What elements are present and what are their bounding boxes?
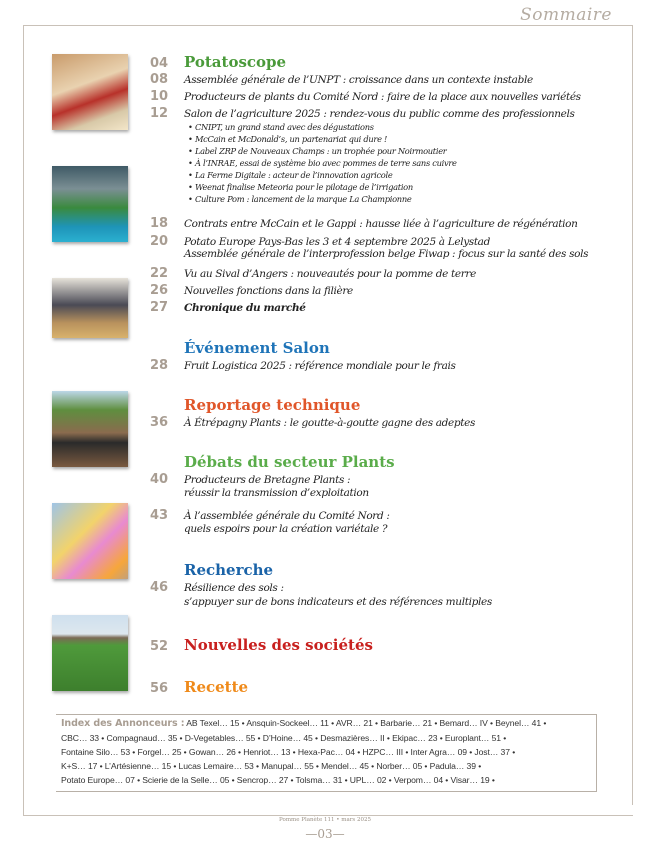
photo-salon-tasting — [52, 54, 128, 130]
page-number: 28 — [150, 358, 169, 373]
page-number: 08 — [150, 72, 169, 87]
sub-item[interactable]: • Weenat finalise Meteoria pour le pilotage de l’irrigation — [188, 182, 413, 192]
page-number: 56 — [150, 681, 169, 696]
article-title: Producteurs de Bretagne Plants : — [184, 474, 351, 486]
toc-entry[interactable] — [150, 580, 284, 595]
index-title: Index des Annonceurs : — [61, 718, 185, 729]
frame-border — [23, 25, 633, 26]
toc-section-reportage[interactable] — [150, 396, 360, 414]
sub-item[interactable]: • Label ZRP de Nouveaux Champs : un trophée pour Noirmoutier — [188, 146, 446, 156]
toc-section-debats[interactable] — [150, 453, 395, 471]
page-title: Sommaire — [520, 5, 612, 25]
toc-entry[interactable] — [150, 283, 353, 298]
page-number: 27 — [150, 300, 169, 315]
article-title[interactable]: s’appuyer sur de bons indicateurs et des références multiples — [184, 596, 492, 608]
toc-entry[interactable] — [150, 300, 306, 315]
frame-border — [23, 25, 24, 815]
index-line — [61, 718, 546, 729]
article-title: À Étrépagny Plants : le goutte-à-goutte gagne des adeptes — [184, 417, 476, 429]
toc-entry[interactable] — [150, 89, 581, 104]
article-title: Producteurs de plants du Comité Nord : faire de la place aux nouvelles variétés — [184, 91, 581, 103]
page-number: 10 — [150, 89, 169, 104]
index-line: CBC… 33 • Compagnaud… 35 • D-Vegetables… 55 • D’Hoine… 45 • Desmazières… II • Ekipac… 23 • Europlant… 51 • — [61, 733, 507, 743]
toc-section-nouvelles[interactable] — [150, 636, 373, 654]
article-title: Fruit Logistica 2025 : référence mondiale pour le frais — [184, 360, 456, 372]
photo-salon-machinery — [52, 166, 128, 242]
article-title: Salon de l’agriculture 2025 : rendez-vous du public comme des professionnels — [184, 108, 575, 120]
section-title: Débats du secteur Plants — [184, 453, 395, 471]
toc-entry[interactable] — [150, 216, 578, 231]
sub-item[interactable]: • Culture Pom : lancement de la marque La Championne — [188, 194, 411, 204]
page-number: 52 — [150, 639, 169, 654]
page-number: 04 — [150, 56, 169, 71]
photo-varietal-creation — [52, 503, 128, 579]
index-entries: AB Texel… 15 • Ansquin-Sockeel… 11 • AVR… 21 • Barbarie… 21 • Bemard… IV • Beynel… 41 • — [186, 718, 547, 728]
index-line: K+S… 17 • L’Artésienne… 15 • Lucas Lemaire… 53 • Manupal… 55 • Mendel… 45 • Norber… 05 • Padula… 39 • — [61, 761, 482, 771]
article-title: Vu au Sival d’Angers : nouveautés pour la pomme de terre — [184, 268, 476, 280]
toc-entry[interactable] — [150, 72, 533, 87]
article-title[interactable]: réussir la transmission d’exploitation — [184, 487, 369, 499]
article-title: Potato Europe Pays-Bas les 3 et 4 septembre 2025 à Lelystad — [184, 236, 490, 248]
page-number-footer: —03— — [305, 827, 345, 841]
section-title: Événement Salon — [184, 339, 330, 357]
article-title[interactable]: Assemblée générale de l’interprofession belge Fiwap : focus sur la santé des sols — [184, 248, 589, 260]
section-title: Potatoscope — [184, 53, 287, 71]
photo-drip-irrigation — [52, 391, 128, 467]
section-title: Nouvelles des sociétés — [184, 636, 373, 654]
page-number: 43 — [150, 508, 169, 523]
toc-entry[interactable] — [150, 358, 456, 373]
section-title: Recherche — [184, 561, 274, 579]
article-title: Contrats entre McCain et le Gappi : hausse liée à l’agriculture de régénération — [184, 218, 578, 230]
page-number: 46 — [150, 580, 169, 595]
article-title: Résilience des sols : — [184, 582, 284, 594]
article-title: Chronique du marché — [184, 302, 306, 314]
article-title: Nouvelles fonctions dans la filière — [184, 285, 353, 297]
page-number: 26 — [150, 283, 169, 298]
sub-item[interactable]: • McCain et McDonald’s, un partenariat qui dure ! — [188, 134, 387, 144]
toc-section-potatoscope[interactable] — [150, 53, 286, 71]
frame-border — [23, 815, 633, 816]
issue-info: Pomme Planète 111 • mars 2025 — [279, 817, 371, 823]
sub-item[interactable]: • À l’INRAE, essai de système bio avec pommes de terre sans cuivre — [188, 158, 457, 168]
page-number: 20 — [150, 234, 169, 249]
toc-entry[interactable] — [150, 106, 575, 121]
frame-border — [632, 25, 633, 805]
section-title: Reportage technique — [184, 396, 361, 414]
section-title: Recette — [184, 678, 249, 696]
article-title: Assemblée générale de l’UNPT : croissance dans un contexte instable — [184, 74, 533, 86]
page-number: 36 — [150, 415, 169, 430]
page-number: 18 — [150, 216, 169, 231]
toc-entry[interactable] — [150, 472, 350, 487]
toc-entry[interactable] — [150, 508, 390, 523]
sub-item[interactable]: • La Ferme Digitale : acteur de l’innovation agricole — [188, 170, 392, 180]
toc-section-recette[interactable] — [150, 678, 248, 696]
toc-section-recherche[interactable] — [150, 561, 273, 579]
advertisers-index — [56, 714, 597, 792]
index-line: Fontaine Silo… 53 • Forgel… 25 • Gowan… 26 • Henriot… 13 • Hexa-Pac… 04 • HZPC… III • Inter Agra… 09 • Jost… 37 • — [61, 747, 516, 757]
toc-entry[interactable] — [150, 415, 475, 430]
article-title: À l’assemblée générale du Comité Nord : — [184, 510, 390, 522]
page-number: 22 — [150, 266, 169, 281]
article-title[interactable]: quels espoirs pour la création variétale ? — [184, 523, 388, 535]
toc-entry[interactable] — [150, 234, 490, 249]
photo-sival-stand — [52, 278, 128, 338]
toc-entry[interactable] — [150, 266, 476, 281]
page-number: 40 — [150, 472, 169, 487]
sub-item[interactable]: • CNIPT, un grand stand avec des dégustations — [188, 122, 374, 132]
page-number: 12 — [150, 106, 169, 121]
toc-section-evenement[interactable] — [150, 339, 330, 357]
index-line: Potato Europe… 07 • Scierie de la Selle… 05 • Sencrop… 27 • Tolsma… 31 • UPL… 02 • Verpom… 04 • Visar… 19 • — [61, 775, 495, 785]
photo-potato-field — [52, 615, 128, 691]
